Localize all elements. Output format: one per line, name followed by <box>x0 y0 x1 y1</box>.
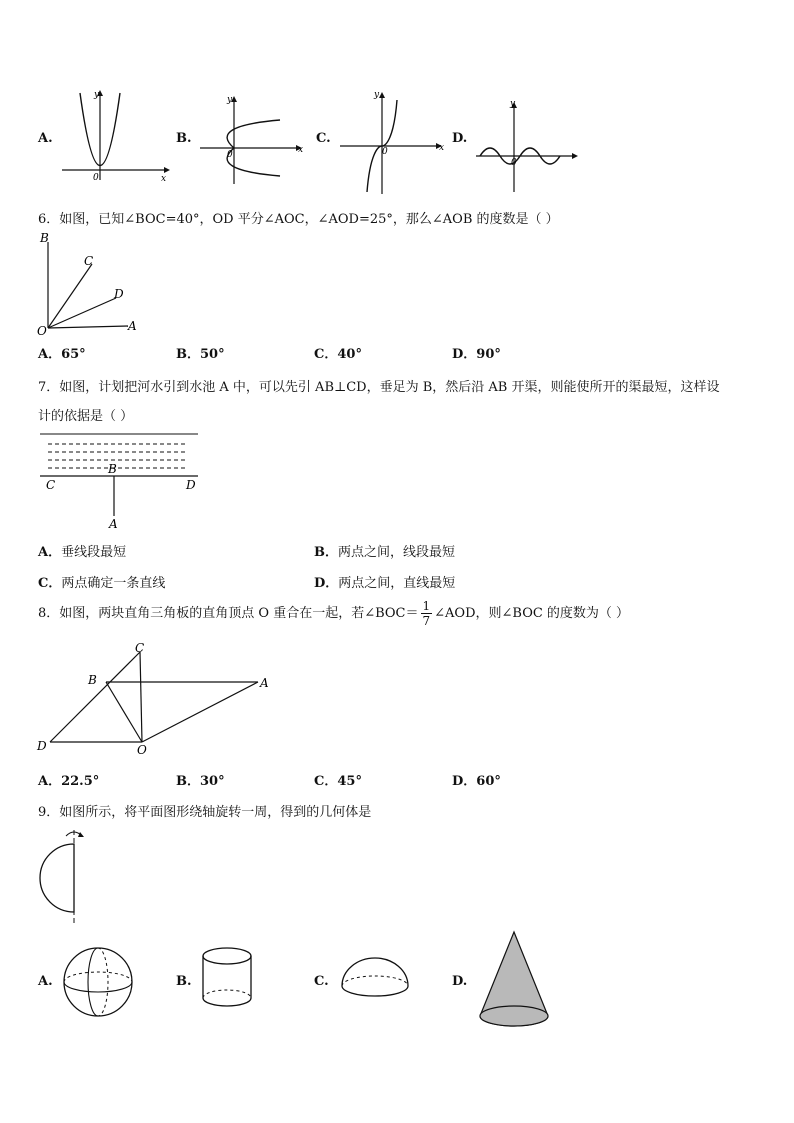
q9-option-d-label: D. <box>452 974 468 989</box>
q8-option-a: A．22.5° <box>38 774 100 789</box>
q8-point-b: B <box>88 673 97 687</box>
q6-option-b: B．50° <box>176 347 225 362</box>
q5-option-a-label: A. <box>38 131 53 146</box>
q5-graph-a-parabola <box>60 88 170 183</box>
q8-point-o: O <box>137 743 147 757</box>
q9-cylinder-icon <box>198 944 258 1010</box>
q7-point-a: A <box>109 517 118 531</box>
q8-point-d: D <box>37 739 47 753</box>
q7-point-b: B <box>108 462 117 476</box>
q5-d-origin-label: 0 <box>511 158 517 168</box>
question-9-text: 9．如图所示，将平面图形绕轴旋转一周，得到的几何体是 <box>38 805 372 820</box>
q7-river-figure <box>38 430 204 534</box>
q6-angle-figure <box>34 228 144 338</box>
q5-d-y-label: y <box>510 99 516 109</box>
question-7-text-line1: 7．如图，计划把河水引到水池 A 中，可以先引 AB⊥CD，垂足为 B，然后沿 AB 开渠，则能使所开的渠最短，这样设 <box>38 380 720 395</box>
q6-point-d: D <box>114 287 124 301</box>
q7-point-c: C <box>46 478 56 492</box>
q5-c-y-label: y <box>374 90 380 100</box>
q9-semicircle-figure <box>34 826 94 930</box>
q7-option-c: C．两点确定一条直线 <box>38 576 166 591</box>
q9-option-b-label: B. <box>176 974 192 989</box>
q6-option-a: A．65° <box>38 347 86 362</box>
question-8-text: 8．如图，两块直角三角板的直角顶点 O 重合在一起，若∠BOC＝ $\frac{1}{7}$ ∠AOD，则∠BOC 的度数为（ ） <box>38 599 630 628</box>
q6-point-b: B <box>40 231 49 245</box>
q8-option-c: C．45° <box>314 774 362 789</box>
q6-point-o: O <box>37 324 47 338</box>
q6-option-c: C．40° <box>314 347 362 362</box>
q5-graph-c-cubic <box>338 88 448 198</box>
q8-triangles-figure <box>34 640 274 760</box>
q5-c-origin-label: 0 <box>382 147 388 157</box>
q7-option-d: D．两点之间，直线最短 <box>314 576 456 591</box>
q9-cone-icon <box>474 928 556 1032</box>
q5-a-x-label: x <box>161 174 167 183</box>
q5-a-origin-label: 0 <box>93 173 99 183</box>
q7-option-a: A．垂线段最短 <box>38 545 127 560</box>
q5-graph-b-sideways-parabola <box>198 92 308 187</box>
question-6-text: 6．如图，已知∠BOC=40°，OD 平分∠AOC，∠AOD=25°，那么∠AOB 的度数是（ ） <box>38 212 559 227</box>
q5-b-x-label: x <box>298 145 304 155</box>
q8-point-c: C <box>135 641 145 655</box>
q5-option-c-label: C. <box>316 131 331 146</box>
question-7-text-line2: 计的依据是（ ） <box>38 409 134 424</box>
q5-graph-d-sine <box>474 96 580 196</box>
q8-fraction: $\frac{1}{7}$ <box>422 599 431 628</box>
q7-point-d: D <box>186 478 196 492</box>
q8-point-a: A <box>260 676 269 690</box>
q7-option-b: B．两点之间，线段最短 <box>314 545 456 560</box>
q9-sphere-icon <box>60 944 136 1020</box>
q5-c-x-label: x <box>439 143 445 153</box>
q5-a-y-label: y <box>94 90 100 100</box>
q5-option-b-label: B. <box>176 131 192 146</box>
q6-point-c: C <box>84 254 94 268</box>
q9-option-a-label: A. <box>38 974 53 989</box>
q9-hemisphere-icon <box>338 956 412 1006</box>
q6-point-a: A <box>128 319 137 333</box>
q5-option-d-label: D. <box>452 131 468 146</box>
q9-option-c-label: C. <box>314 974 329 989</box>
q8-option-b: B．30° <box>176 774 225 789</box>
q8-option-d: D．60° <box>452 774 501 789</box>
q6-option-d: D．90° <box>452 347 501 362</box>
q5-b-origin-label: 0 <box>227 150 233 160</box>
q5-b-y-label: y <box>227 95 233 105</box>
